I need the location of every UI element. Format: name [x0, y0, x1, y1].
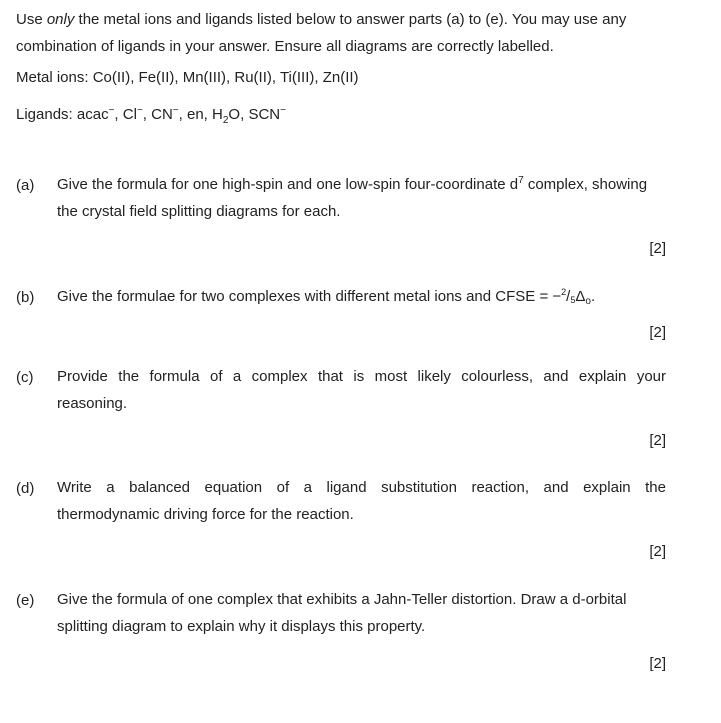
question-c-line-2: reasoning.: [57, 395, 128, 412]
ligand-acac: acac−: [76, 105, 115, 123]
ligand-water: $H_2O$: [212, 106, 241, 126]
question-e-line-2: splitting diagram to explain why it displays this property.: [57, 618, 426, 635]
question-e-label: (e): [16, 592, 35, 609]
question-d-label: (d): [16, 480, 35, 497]
question-d-text: [57, 474, 666, 528]
instructions-suffix: the metal ions and ligands listed below to answer parts (a) to (e). You may use any: [74, 11, 627, 28]
question-d-line-2: thermodynamic driving force for the reaction.: [57, 506, 354, 523]
question-c-label: (c): [16, 369, 34, 386]
question-b-label: (b): [16, 289, 35, 306]
question-e-text: [57, 586, 666, 640]
question-a-line-1: Give the formula for one high-spin and one low-spin four-coordinate $d^7$ complex, showing: [57, 175, 648, 193]
question-a-text: [57, 171, 666, 225]
question-a-label: (a): [16, 177, 35, 194]
instructions-prefix: Use: [16, 11, 47, 28]
question-d-line-1: Write a balanced equation of a ligand substitution reaction, and explain the: [57, 479, 666, 496]
instructions-emphasis: only: [46, 11, 75, 28]
ligand-cyanide: CN−: [151, 105, 179, 123]
question-b-marks: [2]: [649, 324, 666, 341]
instructions-line-2: combination of ligands in your answer. Ensure all diagrams are correctly labelled.: [16, 38, 554, 55]
question-e-line-1: Give the formula of one complex that exhibits a Jahn-Teller distortion. Draw a d-orbital: [57, 591, 627, 608]
ligand-en: en: [186, 106, 204, 123]
ligands-label: Ligands:: [16, 106, 73, 123]
instructions: [16, 6, 676, 60]
question-b-line-1: Give the formulae for two complexes with different metal ions and CFSE = $-^2/_5\Delta_o$.: [57, 287, 596, 307]
question-c-line-1: Provide the formula of a complex that is most likely colourless, and explain your: [57, 368, 666, 385]
metal-ions-label: Metal ions:: [16, 69, 89, 86]
question-b-text: [57, 283, 666, 315]
question-c-marks: [2]: [649, 432, 666, 449]
instructions-line-1: [16, 6, 676, 33]
delta-symbol: Δ: [575, 288, 586, 305]
question-a-marks: [2]: [649, 240, 666, 257]
ligand-thiocyanate: SCN−: [248, 105, 286, 123]
metal-ions-line: [16, 69, 359, 86]
fraction-two-fifths: $^2/_5$: [561, 287, 576, 305]
question-e-marks: [2]: [649, 655, 666, 672]
metal-ions-list: Co(II), Fe(II), Mn(III), Ru(II), Ti(III), Zn(II): [92, 69, 359, 86]
question-a-line-2: the crystal field splitting diagrams for each.: [57, 203, 341, 220]
question-c-text: [57, 363, 666, 417]
ligands-line: Ligands: acac−, Cl−, CN−, en, $H_2O$, SCN−: [16, 105, 286, 126]
ligand-chloride: Cl−: [122, 105, 143, 123]
question-d-marks: [2]: [649, 543, 666, 560]
